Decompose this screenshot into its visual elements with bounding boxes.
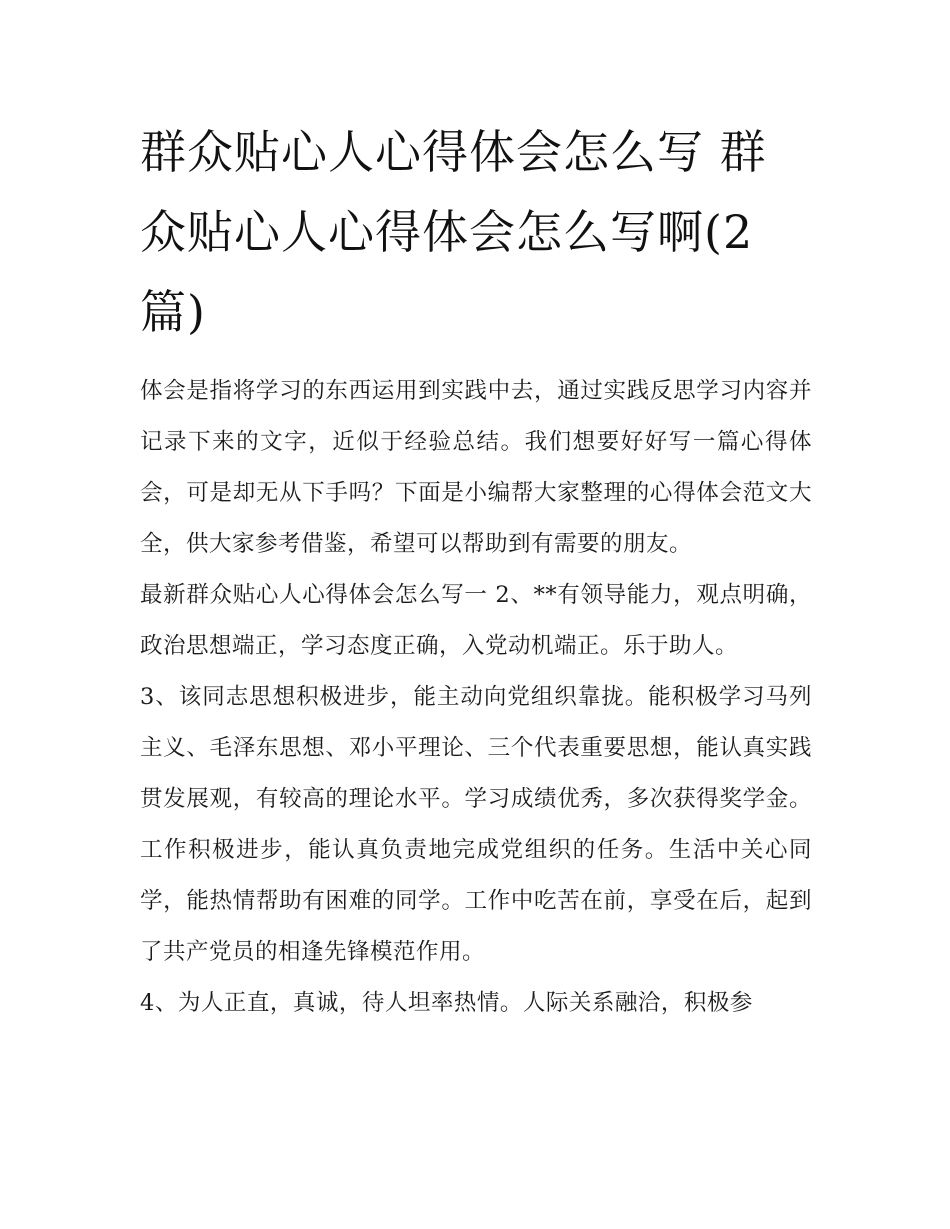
document-page bbox=[140, 112, 812, 1029]
body-paragraph-3: 4、为人正直，真诚，待人坦率热情。人际关系融洽，积极参 bbox=[140, 990, 753, 1016]
body-paragraph-2: 3、该同志思想积极进步，能主动向党组织靠拢。能积极学习马列主义、毛泽东思想、邓小平理论、三个代表重要思想，能认真实践贯发展观，有较高的理论水平。学习成绩优秀，多次获得奖学金。工作积极进步，能认真负责地完成党组织的任务。生活中关心同学，能热情帮助有困难的同学。工作中吃苦在前，享受在后，起到了共产党员的相逢先锋模范作用。 bbox=[140, 684, 812, 965]
intro-paragraph: 体会是指将学习的东西运用到实践中去，通过实践反思学习内容并记录下来的文字，近似于经验总结。我们想要好好写一篇心得体会，可是却无从下手吗？下面是小编帮大家整理的心得体会范文大全，供大家参考借鉴，希望可以帮助到有需要的朋友。 bbox=[140, 378, 812, 557]
document-title: 群众贴心人心得体会怎么写 群众贴心人心得体会怎么写啊(2篇) bbox=[140, 125, 767, 339]
body-paragraph-1: 最新群众贴心人心得体会怎么写一 2、**有领导能力，观点明确，政治思想端正，学习态度正确，入党动机端正。乐于助人。 bbox=[140, 582, 812, 659]
document-body bbox=[140, 366, 812, 1029]
